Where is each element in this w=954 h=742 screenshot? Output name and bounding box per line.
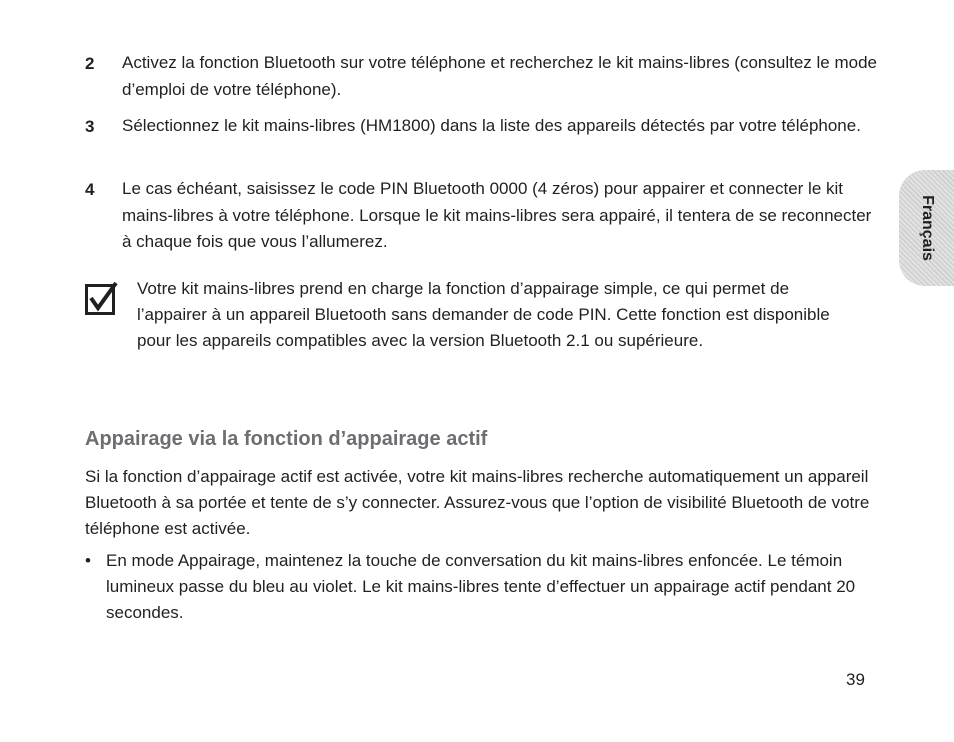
bullet-item: En mode Appairage, maintenez la touche de conversation du kit mains-libres enfoncée. Le témoin lumineux passe du bleu au violet. Le kit mains-libres tente d’effectuer un appairage actif pendant 20 secondes. — [106, 551, 856, 622]
step-number: 2 — [85, 54, 95, 73]
section-heading: Appairage via la fonction d’appairage actif — [85, 428, 488, 450]
step-text: Activez la fonction Bluetooth sur votre téléphone et recherchez le kit mains-libres (consultez le mode d’emploi de votre téléphone). — [122, 53, 877, 99]
checkbox-check-icon — [85, 282, 119, 316]
step-number: 4 — [85, 180, 95, 199]
language-tab — [899, 170, 954, 286]
section-paragraph: Si la fonction d’appairage actif est activée, votre kit mains-libres recherche automatiquement un appareil Bluetooth à sa portée et tente de s’y connecter. Assurez-vous que l’option de visibilité Bluetooth de votre téléphone est activée. — [85, 467, 870, 538]
step-text: Le cas échéant, saisissez le code PIN Bluetooth 0000 (4 zéros) pour appairer et connecter le kit mains-libres à votre téléphone. Lorsque le kit mains-libres sera appairé, il tentera de se reconnecter à chaque fois que vous l’allumerez. — [122, 179, 872, 251]
step-text: Sélectionnez le kit mains-libres (HM1800) dans la liste des appareils détectés par votre téléphone. — [122, 116, 861, 135]
page-number: 39 — [846, 670, 865, 689]
language-label: Français — [918, 195, 936, 261]
note-text: Votre kit mains-libres prend en charge la fonction d’appairage simple, ce qui permet de l’appairer à un appareil Bluetooth sans demander de code PIN. Cette fonction est disponible pour les appareils compatibles avec la version Bluetooth 2.1 ou supérieure. — [137, 279, 830, 350]
step-number: 3 — [85, 117, 95, 136]
bullet-marker: • — [85, 551, 91, 570]
